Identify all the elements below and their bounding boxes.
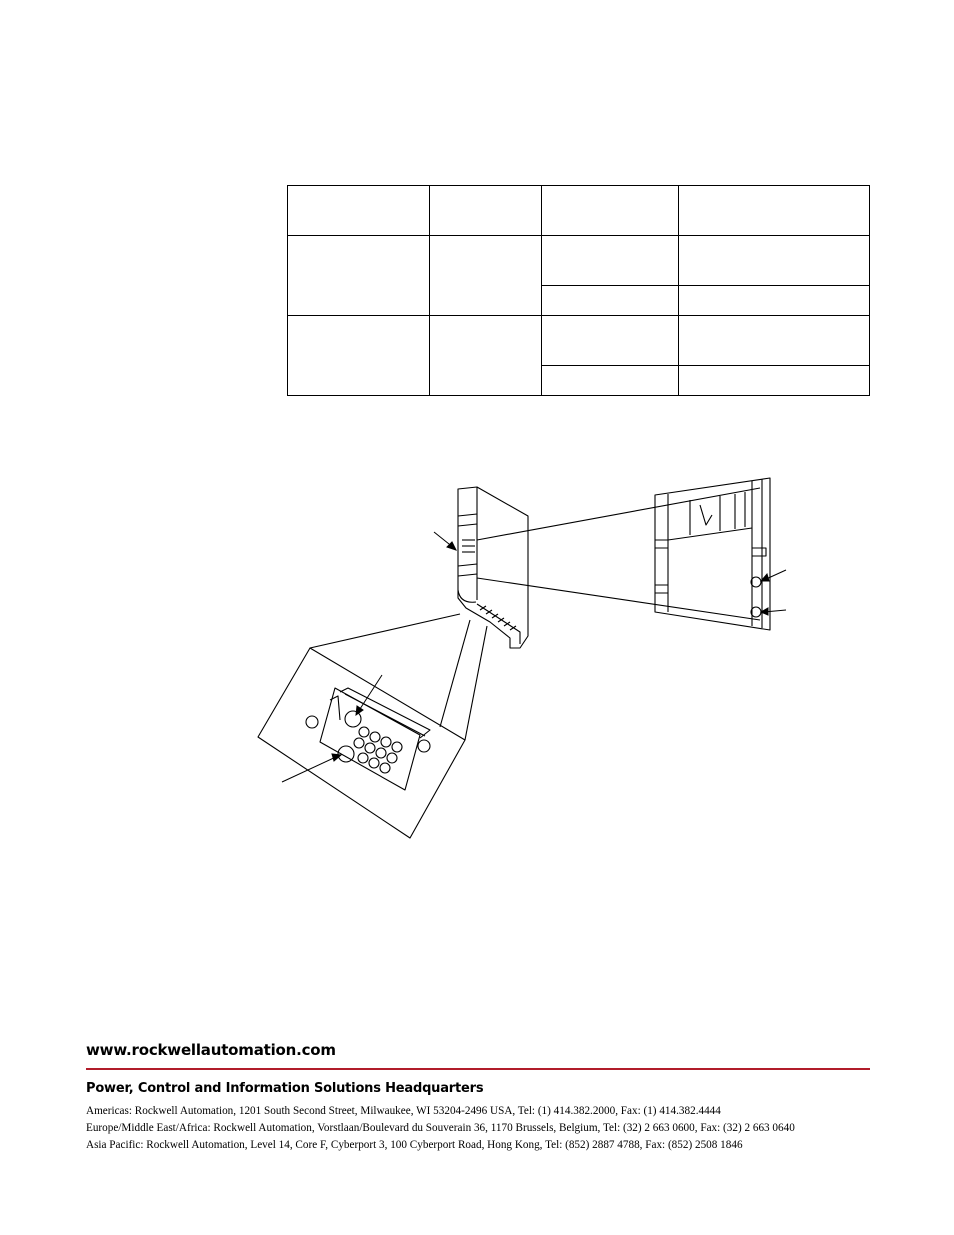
zoom-line (477, 578, 760, 620)
footer-url[interactable]: www.rockwellautomation.com (86, 1041, 336, 1059)
callout-leader (282, 756, 338, 782)
zoom-line (477, 488, 760, 540)
callout-leader (358, 675, 382, 712)
address-americas: Americas: Rockwell Automation, 1201 South Second Street, Milwaukee, WI 53204-2496 USA, Tel: (1) 414.382.2000, Fax: (1) 414.382.4444 (86, 1105, 721, 1117)
headquarters-title: Power, Control and Information Solutions Headquarters (86, 1081, 484, 1096)
footer-divider (86, 1068, 870, 1070)
connector-detail (258, 648, 465, 838)
address-asia-pacific: Asia Pacific: Rockwell Automation, Level 14, Core F, Cyberport 3, 100 Cyberport Road, Hong Kong, Tel: (852) 2887 4788, Fax: (852) 2508 1846 (86, 1139, 743, 1151)
address-emea: Europe/Middle East/Africa: Rockwell Automation, Vorstlaan/Boulevard du Souverain 36, 1170 Brussels, Belgium, Tel: (32) 2 663 0600, Fax: (32) 2 663 0640 (86, 1122, 795, 1134)
